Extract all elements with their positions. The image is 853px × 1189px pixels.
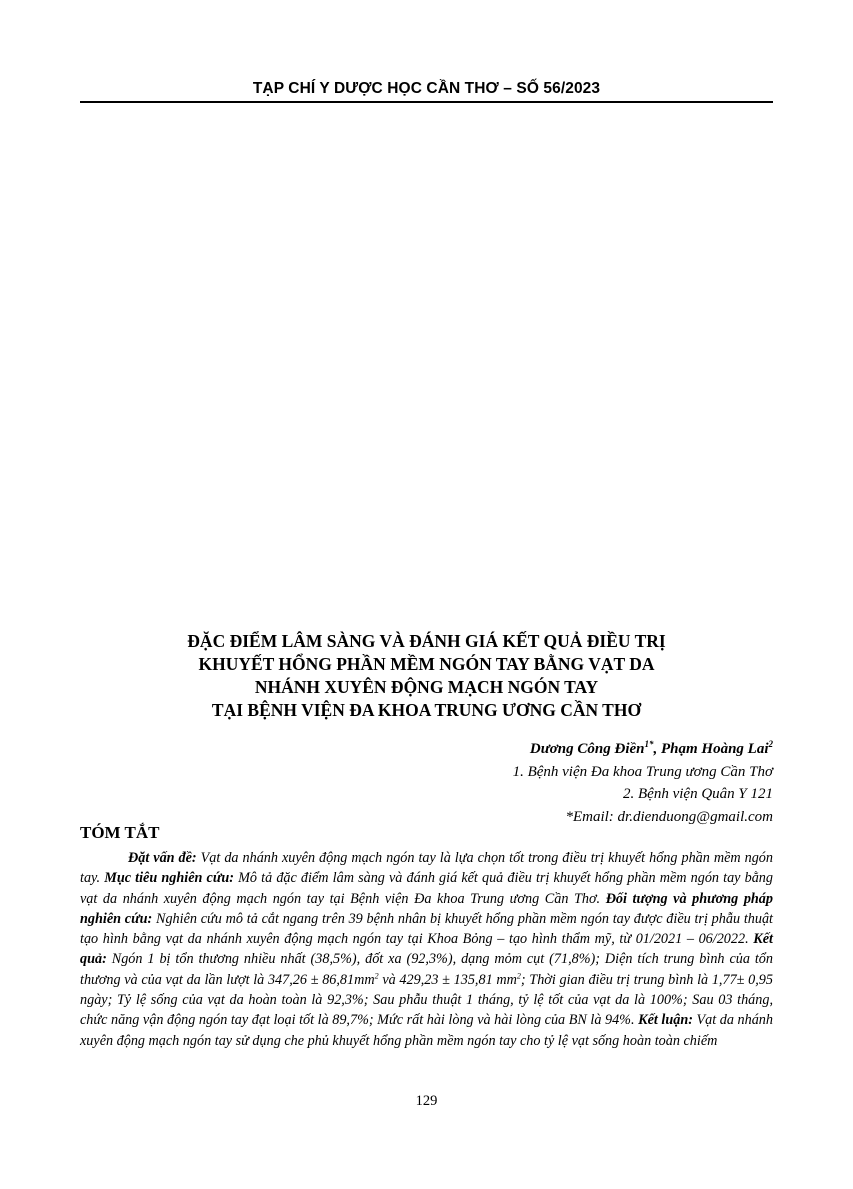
results-text-2: và 429,23 ± 135,81 mm <box>378 971 517 988</box>
results-text-1: Ngón 1 bị tổn thương nhiều nhất (38,5%), đốt xa (92,3%), dạng mỏm cụt (71,8%); Diện tích trung bình của tổn thương và của vạt da lần lượt là 347,26 ± 86,81mm <box>80 951 773 988</box>
page-number: 129 <box>415 1093 438 1109</box>
journal-header: TẠP CHÍ Y DƯỢC HỌC CẦN THƠ – SỐ 56/2023 <box>252 80 601 97</box>
results-superscript-2: 2 <box>516 971 521 981</box>
author-1-affiliation-mark: 1* <box>644 739 654 749</box>
abstract-body <box>80 848 773 1051</box>
methods-text: Nghiên cứu mô tả cắt ngang trên 39 bệnh nhân bị khuyết hổng phần mềm ngón tay được điều trị phẫu thuật tạo hình bằng vạt da nhánh xuyên động mạch ngón tay tại Khoa Bỏng – tạo hình thẩm mỹ, từ 01/2021 – 06/2022. <box>80 910 773 948</box>
header-rule <box>80 101 773 103</box>
title-line-3: NHÁNH XUYÊN ĐỘNG MẠCH NGÓN TAY <box>254 677 599 697</box>
title-line-1: ĐẶC ĐIỂM LÂM SÀNG VÀ ĐÁNH GIÁ KẾT QUẢ ĐIỀU TRỊ <box>187 631 666 651</box>
author-1: Dương Công Điền <box>529 741 645 757</box>
conclusion-label: Kết luận: <box>638 1012 693 1029</box>
paper-title <box>80 630 773 722</box>
results-label: Kết quả: <box>80 931 773 968</box>
author-2: Phạm Hoàng Lai <box>660 741 769 757</box>
author-block <box>513 738 773 828</box>
title-line-4: TẠI BỆNH VIỆN ĐA KHOA TRUNG ƯƠNG CẦN THƠ <box>211 700 642 720</box>
author-2-affiliation-mark: 2 <box>768 739 773 749</box>
results-text-3: ; Thời gian điều trị trung bình là 1,77± 0,95 ngày; Tỷ lệ sống của vạt da hoàn toàn là 92,3%; Sau phẫu thuật 1 tháng, tỷ lệ tốt của vạt da là 100%; Sau 03 tháng, chức năng vận động ngón tay đạt loại tốt là 89,7%; Mức rất hài lòng và hài lòng của BN là 94%. <box>80 971 773 1029</box>
results-superscript-1: 2 <box>374 971 379 981</box>
objective-label: Mục tiêu nghiên cứu: <box>104 870 234 887</box>
affiliation-2: 2. Bệnh viện Quân Y 121 <box>623 786 773 802</box>
methods-label: Đối tượng và phương pháp nghiên cứu: <box>80 890 773 927</box>
conclusion-text: Vạt da nhánh xuyên động mạch ngón tay sử dụng che phủ khuyết hổng phần mềm ngón tay cho tỷ lệ vạt sống hoàn toàn chiếm <box>80 1012 773 1049</box>
title-line-2: KHUYẾT HỔNG PHẦN MỀM NGÓN TAY BẰNG VẠT DA <box>198 654 655 674</box>
corresponding-email: *Email: dr.dienduong@gmail.com <box>565 808 773 825</box>
author-separator: , <box>653 741 661 757</box>
affiliation-1: 1. Bệnh viện Đa khoa Trung ương Cần Thơ <box>512 763 773 780</box>
objective-text: Mô tả đặc điểm lâm sàng và đánh giá kết quả điều trị khuyết hổng phần mềm ngón tay bằng vạt da nhánh xuyên động mạch ngón tay tại Bệnh viện Đa khoa Trung ương Cần Thơ. <box>80 870 773 907</box>
abstract-heading: TÓM TẮT <box>80 823 160 842</box>
author-names <box>513 738 773 761</box>
background-label: Đặt vấn đề: <box>128 850 197 866</box>
background-text: Vạt da nhánh xuyên động mạch ngón tay là lựa chọn tốt trong điều trị khuyết hổng phần mềm ngón tay. <box>80 850 773 887</box>
